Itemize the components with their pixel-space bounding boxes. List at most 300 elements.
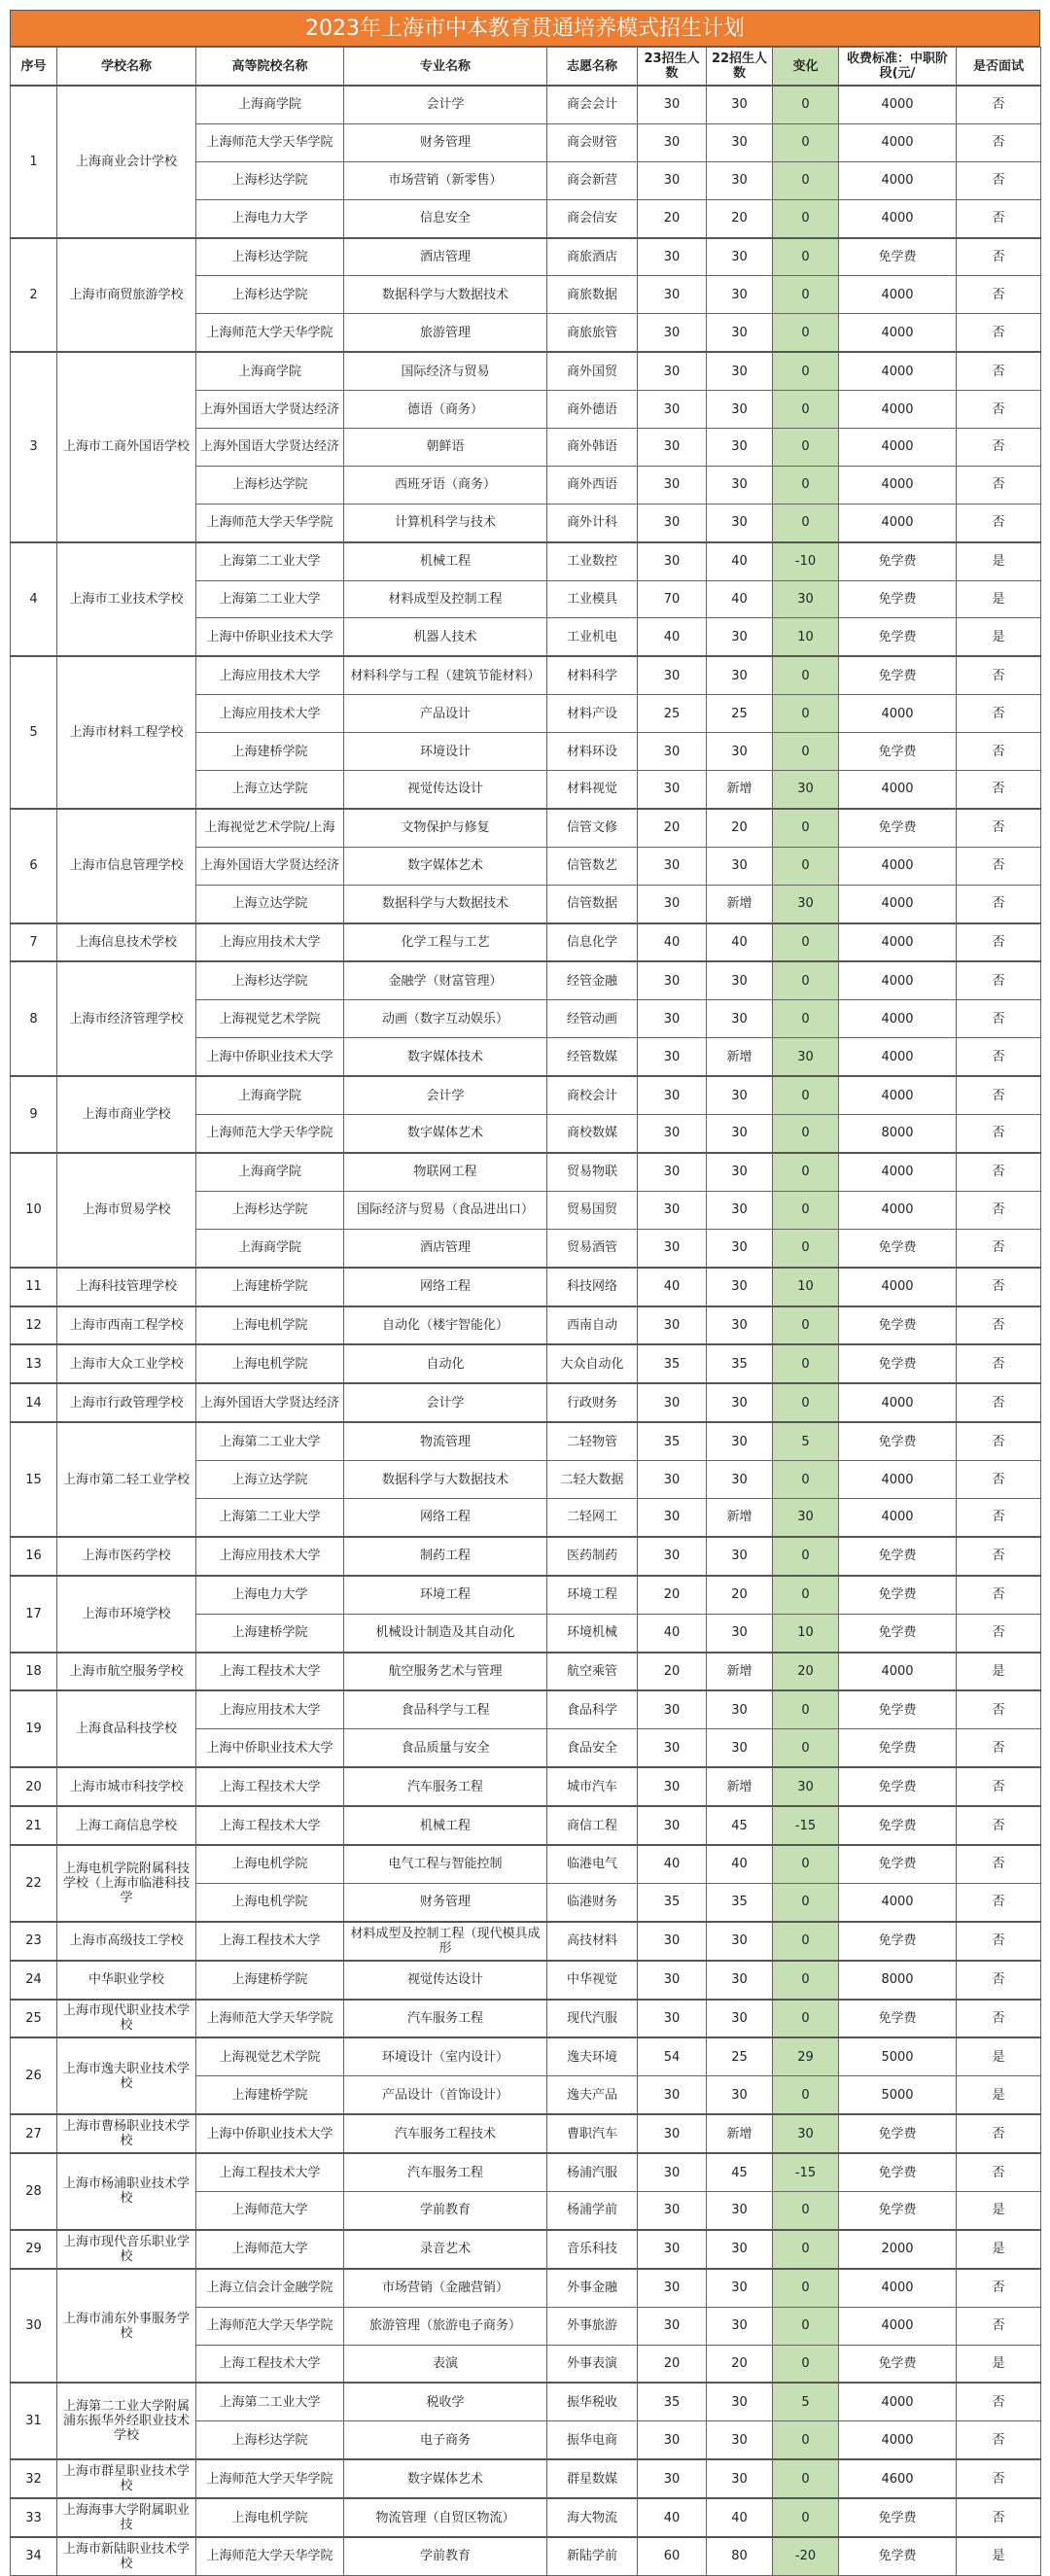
choice-name: 商信工程	[547, 1806, 638, 1845]
enroll-23: 30	[638, 2459, 707, 2498]
enroll-23: 30	[638, 1306, 707, 1345]
fee: 4000	[839, 86, 957, 123]
fee: 4000	[839, 466, 957, 504]
enroll-23: 30	[638, 1767, 707, 1806]
enroll-22: 30	[707, 733, 773, 771]
header-choice: 志愿名称	[547, 48, 638, 87]
fee: 4000	[839, 1000, 957, 1038]
college-name: 上海第二工业大学	[196, 1498, 344, 1536]
table-row	[11, 2114, 1041, 2153]
major-name: 数据科学与大数据技术	[344, 276, 547, 314]
enroll-23: 30	[638, 542, 707, 580]
enroll-22: 30	[707, 123, 773, 161]
interview: 否	[957, 2498, 1041, 2537]
enroll-23: 20	[638, 1576, 707, 1614]
interview: 否	[957, 1076, 1041, 1114]
interview: 否	[957, 1000, 1041, 1038]
enroll-23: 30	[638, 1191, 707, 1229]
school-name: 上海市现代职业技术学校	[57, 2000, 196, 2038]
change: -15	[773, 1806, 839, 1845]
school-name: 上海市城市科技学校	[57, 1767, 196, 1806]
choice-name: 航空乘管	[547, 1653, 638, 1691]
fee: 4000	[839, 1498, 957, 1536]
enroll-22: 30	[707, 1729, 773, 1767]
enroll-23: 30	[638, 885, 707, 922]
fee: 4000	[839, 1461, 957, 1499]
enroll-23: 30	[638, 1076, 707, 1114]
college-name: 上海外国语大学贤达经济	[196, 391, 344, 429]
school-name: 上海第二工业大学附属浦东振华外经职业技术学校	[57, 2383, 196, 2459]
fee: 免学费	[839, 1767, 957, 1806]
college-name: 上海电机学院	[196, 1344, 344, 1383]
fee: 8000	[839, 1115, 957, 1153]
choice-name: 工业机电	[547, 618, 638, 656]
enroll-23: 30	[638, 961, 707, 999]
fee: 免学费	[839, 2537, 957, 2575]
table-row	[11, 2383, 1041, 2420]
enroll-23: 30	[638, 1038, 707, 1076]
change: 0	[773, 276, 839, 314]
school-number: 9	[11, 1076, 57, 1153]
enroll-23: 30	[638, 2269, 707, 2307]
major-name: 产品设计	[344, 695, 547, 733]
table-row	[11, 1961, 1041, 2000]
school-number: 4	[11, 542, 57, 657]
change: 0	[773, 2191, 839, 2229]
change: 30	[773, 1767, 839, 1806]
change: 0	[773, 1461, 839, 1499]
major-name: 信息安全	[344, 199, 547, 237]
change: 0	[773, 199, 839, 237]
college-name: 上海视觉艺术学院	[196, 2037, 344, 2075]
interview: 否	[957, 695, 1041, 733]
college-name: 上海第二工业大学	[196, 580, 344, 618]
choice-name: 经管动画	[547, 1000, 638, 1038]
change: 0	[773, 2000, 839, 2038]
interview: 否	[957, 2000, 1041, 2038]
change: 0	[773, 695, 839, 733]
choice-name: 商旅数据	[547, 276, 638, 314]
header-school: 学校名称	[57, 48, 196, 87]
table-row	[11, 1383, 1041, 1422]
enroll-23: 30	[638, 847, 707, 885]
school-name: 上海食品科技学校	[57, 1690, 196, 1767]
choice-name: 经管数媒	[547, 1038, 638, 1076]
major-name: 机械设计制造及其自动化	[344, 1614, 547, 1652]
school-number: 26	[11, 2037, 57, 2114]
change: 0	[773, 923, 839, 962]
enroll-22: 30	[707, 2191, 773, 2229]
interview: 否	[957, 1038, 1041, 1076]
school-number: 19	[11, 1690, 57, 1767]
enroll-22: 30	[707, 1191, 773, 1229]
interview: 否	[957, 733, 1041, 771]
major-name: 环境设计（室内设计）	[344, 2037, 547, 2075]
change: 0	[773, 1537, 839, 1576]
interview: 否	[957, 2421, 1041, 2459]
table-row	[11, 809, 1041, 847]
fee: 免学费	[839, 1690, 957, 1728]
change: 0	[773, 2421, 839, 2459]
school-name: 上海市医药学校	[57, 1537, 196, 1576]
header-fee: 收费标准：中职阶段(元/	[839, 48, 957, 87]
enroll-22: 25	[707, 695, 773, 733]
choice-name: 信息化学	[547, 923, 638, 962]
fee: 4000	[839, 429, 957, 467]
interview: 是	[957, 2037, 1041, 2075]
enroll-22: 30	[707, 391, 773, 429]
major-name: 市场营销（金融营销）	[344, 2269, 547, 2307]
college-name: 上海第二工业大学	[196, 2383, 344, 2420]
fee: 免学费	[839, 1344, 957, 1383]
fee: 4000	[839, 1653, 957, 1691]
interview: 是	[957, 2345, 1041, 2383]
choice-name: 群星数媒	[547, 2459, 638, 2498]
major-name: 计算机科学与技术	[344, 504, 547, 541]
fee: 免学费	[839, 2000, 957, 2038]
major-name: 汽车服务工程	[344, 1767, 547, 1806]
choice-name: 商外德语	[547, 391, 638, 429]
fee: 4600	[839, 2459, 957, 2498]
interview: 否	[957, 2383, 1041, 2420]
fee: 4000	[839, 961, 957, 999]
enroll-23: 30	[638, 2076, 707, 2114]
major-name: 会计学	[344, 86, 547, 123]
enroll-23: 30	[638, 2421, 707, 2459]
major-name: 制药工程	[344, 1537, 547, 1576]
major-name: 材料成型及控制工程	[344, 580, 547, 618]
interview: 否	[957, 429, 1041, 467]
enroll-23: 30	[638, 123, 707, 161]
interview: 是	[957, 2230, 1041, 2269]
enroll-23: 60	[638, 2537, 707, 2575]
change: 0	[773, 2498, 839, 2537]
interview: 否	[957, 1806, 1041, 1845]
major-name: 数据科学与大数据技术	[344, 885, 547, 922]
school-number: 22	[11, 1845, 57, 1922]
interview: 是	[957, 542, 1041, 580]
choice-name: 现代汽服	[547, 2000, 638, 2038]
college-name: 上海立信会计金融学院	[196, 2269, 344, 2307]
enroll-22: 20	[707, 1576, 773, 1614]
college-name: 上海视觉艺术学院	[196, 1000, 344, 1038]
enroll-22: 30	[707, 2383, 773, 2420]
school-number: 29	[11, 2230, 57, 2269]
major-name: 国际经济与贸易（食品进出口）	[344, 1191, 547, 1229]
school-name: 上海市浦东外事服务学校	[57, 2269, 196, 2384]
enroll-22: 30	[707, 429, 773, 467]
major-name: 德语（商务）	[344, 391, 547, 429]
school-name: 上海市高级技工学校	[57, 1922, 196, 1961]
enroll-23: 30	[638, 771, 707, 809]
school-number: 1	[11, 86, 57, 238]
school-name: 上海市杨浦职业技术学校	[57, 2153, 196, 2230]
major-name: 税收学	[344, 2383, 547, 2420]
header-enroll-22: 22招生人数	[707, 48, 773, 87]
interview: 否	[957, 2269, 1041, 2307]
interview: 否	[957, 1845, 1041, 1883]
college-name: 上海中侨职业技术大学	[196, 618, 344, 656]
fee: 4000	[839, 1153, 957, 1191]
enroll-22: 20	[707, 199, 773, 237]
choice-name: 商校会计	[547, 1076, 638, 1114]
college-name: 上海杉达学院	[196, 961, 344, 999]
major-name: 视觉传达设计	[344, 1961, 547, 2000]
enroll-22: 30	[707, 1461, 773, 1499]
school-number: 10	[11, 1153, 57, 1268]
enroll-23: 30	[638, 391, 707, 429]
interview: 否	[957, 1191, 1041, 1229]
school-name: 上海市行政管理学校	[57, 1383, 196, 1422]
fee: 4000	[839, 1076, 957, 1114]
choice-name: 科技网络	[547, 1268, 638, 1306]
change: 29	[773, 2037, 839, 2075]
change: 0	[773, 466, 839, 504]
interview: 否	[957, 656, 1041, 694]
table-row	[11, 2037, 1041, 2075]
change: 0	[773, 1076, 839, 1114]
school-name: 上海海事大学附属职业技	[57, 2498, 196, 2537]
interview: 是	[957, 2076, 1041, 2114]
enroll-22: 25	[707, 2037, 773, 2075]
fee: 4000	[839, 1268, 957, 1306]
fee: 免学费	[839, 1806, 957, 1845]
table-header-row	[11, 48, 1041, 87]
change: 20	[773, 1653, 839, 1691]
major-name: 数据科学与大数据技术	[344, 1461, 547, 1499]
school-number: 27	[11, 2114, 57, 2153]
school-number: 33	[11, 2498, 57, 2537]
fee: 免学费	[839, 1576, 957, 1614]
enroll-22: 30	[707, 1383, 773, 1422]
school-name: 上海市群星职业技术学校	[57, 2459, 196, 2498]
school-name: 上海市新陆职业技术学校	[57, 2537, 196, 2575]
school-name: 上海市工业技术学校	[57, 542, 196, 657]
enroll-22: 30	[707, 961, 773, 999]
fee: 4000	[839, 161, 957, 199]
enroll-23: 30	[638, 352, 707, 390]
fee: 免学费	[839, 1845, 957, 1883]
enroll-22: 30	[707, 1422, 773, 1460]
change: 30	[773, 2114, 839, 2153]
college-name: 上海电机学院	[196, 1883, 344, 1921]
interview: 否	[957, 1461, 1041, 1499]
fee: 4000	[839, 2421, 957, 2459]
fee: 4000	[839, 847, 957, 885]
enroll-22: 35	[707, 1344, 773, 1383]
enroll-23: 30	[638, 2000, 707, 2038]
choice-name: 材料视觉	[547, 771, 638, 809]
fee: 4000	[839, 1383, 957, 1422]
college-name: 上海工程技术大学	[196, 1922, 344, 1961]
fee: 4000	[839, 1038, 957, 1076]
school-number: 31	[11, 2383, 57, 2459]
enroll-22: 新增	[707, 2114, 773, 2153]
table-row	[11, 1576, 1041, 1614]
interview: 否	[957, 238, 1041, 276]
change: 0	[773, 86, 839, 123]
college-name: 上海外国语大学贤达经济	[196, 847, 344, 885]
school-number: 30	[11, 2269, 57, 2384]
change: 0	[773, 238, 839, 276]
choice-name: 外事旅游	[547, 2307, 638, 2345]
enroll-23: 30	[638, 1498, 707, 1536]
table-row	[11, 2153, 1041, 2191]
enroll-22: 30	[707, 314, 773, 352]
choice-name: 商校数媒	[547, 1115, 638, 1153]
choice-name: 外事金融	[547, 2269, 638, 2307]
interview: 否	[957, 923, 1041, 962]
table-row	[11, 656, 1041, 694]
interview: 否	[957, 1115, 1041, 1153]
enroll-22: 40	[707, 923, 773, 962]
enroll-23: 30	[638, 276, 707, 314]
major-name: 物联网工程	[344, 1153, 547, 1191]
choice-name: 贸易国贸	[547, 1191, 638, 1229]
fee: 免学费	[839, 1306, 957, 1345]
school-name: 上海市西南工程学校	[57, 1306, 196, 1345]
change: 10	[773, 618, 839, 656]
fee: 免学费	[839, 238, 957, 276]
enroll-23: 40	[638, 1268, 707, 1306]
major-name: 旅游管理（旅游电子商务）	[344, 2307, 547, 2345]
interview: 否	[957, 1537, 1041, 1576]
change: 0	[773, 504, 839, 541]
enroll-23: 40	[638, 1614, 707, 1652]
change: -20	[773, 2537, 839, 2575]
enroll-23: 30	[638, 1961, 707, 2000]
enroll-22: 30	[707, 847, 773, 885]
interview: 否	[957, 1422, 1041, 1460]
college-name: 上海立达学院	[196, 885, 344, 922]
change: 0	[773, 733, 839, 771]
header-major: 专业名称	[344, 48, 547, 87]
fee: 4000	[839, 391, 957, 429]
fee: 免学费	[839, 2498, 957, 2537]
change: 0	[773, 1690, 839, 1728]
school-number: 5	[11, 656, 57, 809]
school-name: 上海市商业学校	[57, 1076, 196, 1153]
interview: 否	[957, 86, 1041, 123]
school-name: 上海市贸易学校	[57, 1153, 196, 1268]
major-name: 汽车服务工程	[344, 2153, 547, 2191]
choice-name: 高技材料	[547, 1922, 638, 1961]
college-name: 上海杉达学院	[196, 161, 344, 199]
interview: 否	[957, 123, 1041, 161]
header-seq: 序号	[11, 48, 57, 87]
college-name: 上海建桥学院	[196, 733, 344, 771]
choice-name: 大众自动化	[547, 1344, 638, 1383]
table-row	[11, 2459, 1041, 2498]
enroll-22: 30	[707, 1076, 773, 1114]
school-name: 上海市曹杨职业技术学校	[57, 2114, 196, 2153]
change: 0	[773, 1883, 839, 1921]
school-number: 13	[11, 1344, 57, 1383]
choice-name: 商旅酒店	[547, 238, 638, 276]
college-name: 上海中侨职业技术大学	[196, 2114, 344, 2153]
school-name: 上海市逸夫职业技术学校	[57, 2037, 196, 2114]
table-row	[11, 1806, 1041, 1845]
college-name: 上海杉达学院	[196, 466, 344, 504]
interview: 是	[957, 580, 1041, 618]
enroll-23: 54	[638, 2037, 707, 2075]
interview: 否	[957, 1498, 1041, 1536]
interview: 否	[957, 466, 1041, 504]
major-name: 视觉传达设计	[344, 771, 547, 809]
school-name: 上海市材料工程学校	[57, 656, 196, 809]
change: 0	[773, 1229, 839, 1267]
table-row	[11, 238, 1041, 276]
header-enroll-23: 23招生人数	[638, 48, 707, 87]
change: 5	[773, 1422, 839, 1460]
college-name: 上海中侨职业技术大学	[196, 1038, 344, 1076]
school-number: 18	[11, 1653, 57, 1691]
choice-name: 商会会计	[547, 86, 638, 123]
interview: 否	[957, 1614, 1041, 1652]
interview: 否	[957, 2153, 1041, 2191]
school-name: 上海信息技术学校	[57, 923, 196, 962]
major-name: 机械工程	[344, 542, 547, 580]
choice-name: 材料环设	[547, 733, 638, 771]
enroll-22: 40	[707, 542, 773, 580]
enroll-22: 新增	[707, 1498, 773, 1536]
enroll-22: 30	[707, 1115, 773, 1153]
table-row	[11, 2230, 1041, 2269]
choice-name: 商旅旅管	[547, 314, 638, 352]
choice-name: 新陆学前	[547, 2537, 638, 2575]
college-name: 上海师范大学天华学院	[196, 2459, 344, 2498]
enroll-23: 30	[638, 161, 707, 199]
fee: 4000	[839, 276, 957, 314]
page-title: 2023年上海市中本教育贯通培养模式招生计划	[10, 10, 1040, 47]
school-number: 21	[11, 1806, 57, 1845]
change: 0	[773, 1845, 839, 1883]
fee: 免学费	[839, 1922, 957, 1961]
enroll-23: 20	[638, 1653, 707, 1691]
choice-name: 材料科学	[547, 656, 638, 694]
school-number: 32	[11, 2459, 57, 2498]
enroll-23: 30	[638, 238, 707, 276]
enroll-23: 30	[638, 504, 707, 541]
fee: 免学费	[839, 2345, 957, 2383]
choice-name: 医药制药	[547, 1537, 638, 1576]
school-number: 20	[11, 1767, 57, 1806]
choice-name: 临港电气	[547, 1845, 638, 1883]
enroll-22: 新增	[707, 771, 773, 809]
major-name: 国际经济与贸易	[344, 352, 547, 390]
interview: 否	[957, 199, 1041, 237]
table-row	[11, 923, 1041, 962]
college-name: 上海中侨职业技术大学	[196, 1729, 344, 1767]
enroll-22: 45	[707, 1806, 773, 1845]
choice-name: 外事表演	[547, 2345, 638, 2383]
interview: 否	[957, 809, 1041, 847]
school-number: 24	[11, 1961, 57, 2000]
enroll-22: 30	[707, 2230, 773, 2269]
table-row	[11, 1344, 1041, 1383]
fee: 4000	[839, 504, 957, 541]
major-name: 机械工程	[344, 1806, 547, 1845]
enroll-23: 70	[638, 580, 707, 618]
major-name: 材料成型及控制工程（现代模具成形	[344, 1922, 547, 1961]
choice-name: 信管数据	[547, 885, 638, 922]
table-row	[11, 86, 1041, 123]
school-number: 7	[11, 923, 57, 962]
school-name: 上海市环境学校	[57, 1576, 196, 1653]
change: 0	[773, 2076, 839, 2114]
school-number: 16	[11, 1537, 57, 1576]
major-name: 汽车服务工程	[344, 2000, 547, 2038]
